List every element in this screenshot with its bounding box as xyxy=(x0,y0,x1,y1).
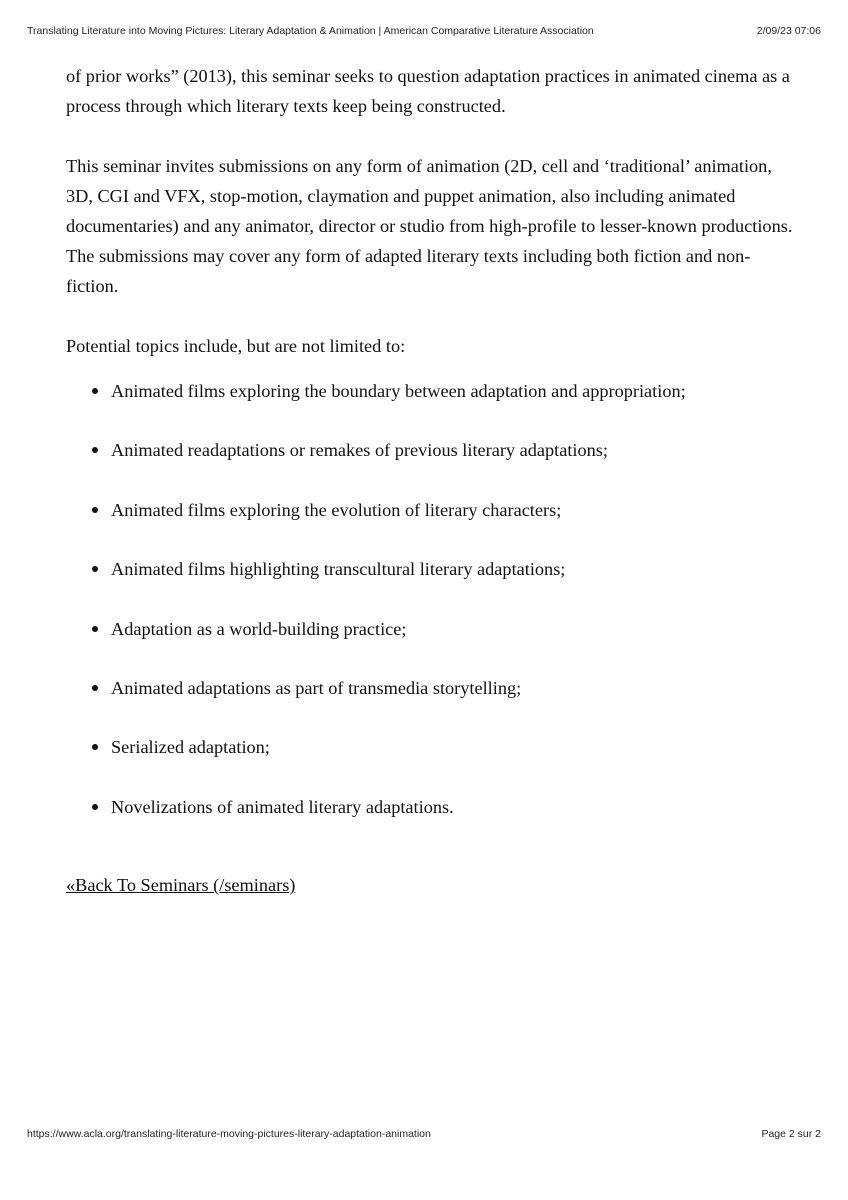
list-item xyxy=(66,376,802,406)
bullet-icon xyxy=(92,626,98,632)
topics-intro: Potential topics include, but are not limited to: xyxy=(66,336,406,356)
list-item-text: Adaptation as a world-building practice; xyxy=(111,618,407,639)
list-item-text: Animated films highlighting transcultural literary adaptations; xyxy=(111,559,566,580)
bullet-icon xyxy=(92,685,98,691)
page-number: Page 2 sur 2 xyxy=(761,1128,821,1140)
article-content xyxy=(66,61,802,900)
list-item xyxy=(66,673,802,703)
list-item-text: Animated adaptations as part of transmedia storytelling; xyxy=(111,677,522,698)
print-datetime: 2/09/23 07:06 xyxy=(756,25,821,37)
list-item xyxy=(66,792,802,822)
back-to-seminars-link[interactable]: «Back To Seminars (/seminars) xyxy=(66,875,296,896)
bullet-icon xyxy=(92,388,98,394)
bullet-icon xyxy=(92,804,98,810)
bullet-icon xyxy=(92,447,98,453)
list-item-text: Novelizations of animated literary adaptations. xyxy=(111,796,454,817)
print-footer xyxy=(27,1128,821,1140)
bullet-icon xyxy=(92,507,98,513)
page-url: https://www.acla.org/translating-literature-moving-pictures-literary-adaptation-animation xyxy=(27,1128,431,1140)
list-item xyxy=(66,495,802,525)
list-item xyxy=(66,435,802,465)
list-item-text: Animated readaptations or remakes of previous literary adaptations; xyxy=(111,440,608,461)
paragraph: This seminar invites submissions on any form of animation (2D, cell and ‘traditional’ animation, 3D, CGI and VFX, stop-motion, claymation and puppet animation, also including animated documentaries) and any animator, director or studio from high-profile to lesser-known productions. The submissions may cover any form of adapted literary texts including both fiction and non-fiction. xyxy=(66,156,793,296)
list-item xyxy=(66,732,802,762)
bullet-icon xyxy=(92,744,98,750)
topics-list xyxy=(66,376,802,822)
paragraph: of prior works” (2013), this seminar seeks to question adaptation practices in animated cinema as a process through which literary texts keep being constructed. xyxy=(66,66,790,116)
list-item-text: Animated films exploring the boundary between adaptation and appropriation; xyxy=(111,381,686,401)
page-title: Translating Literature into Moving Pictures: Literary Adaptation & Animation | American Comparative Literature Association xyxy=(27,25,594,37)
list-item xyxy=(66,614,802,644)
print-header xyxy=(27,25,821,37)
list-item-text: Animated films exploring the evolution of literary characters; xyxy=(111,499,562,520)
bullet-icon xyxy=(92,566,98,572)
list-item xyxy=(66,554,802,584)
list-item-text: Serialized adaptation; xyxy=(111,737,270,758)
